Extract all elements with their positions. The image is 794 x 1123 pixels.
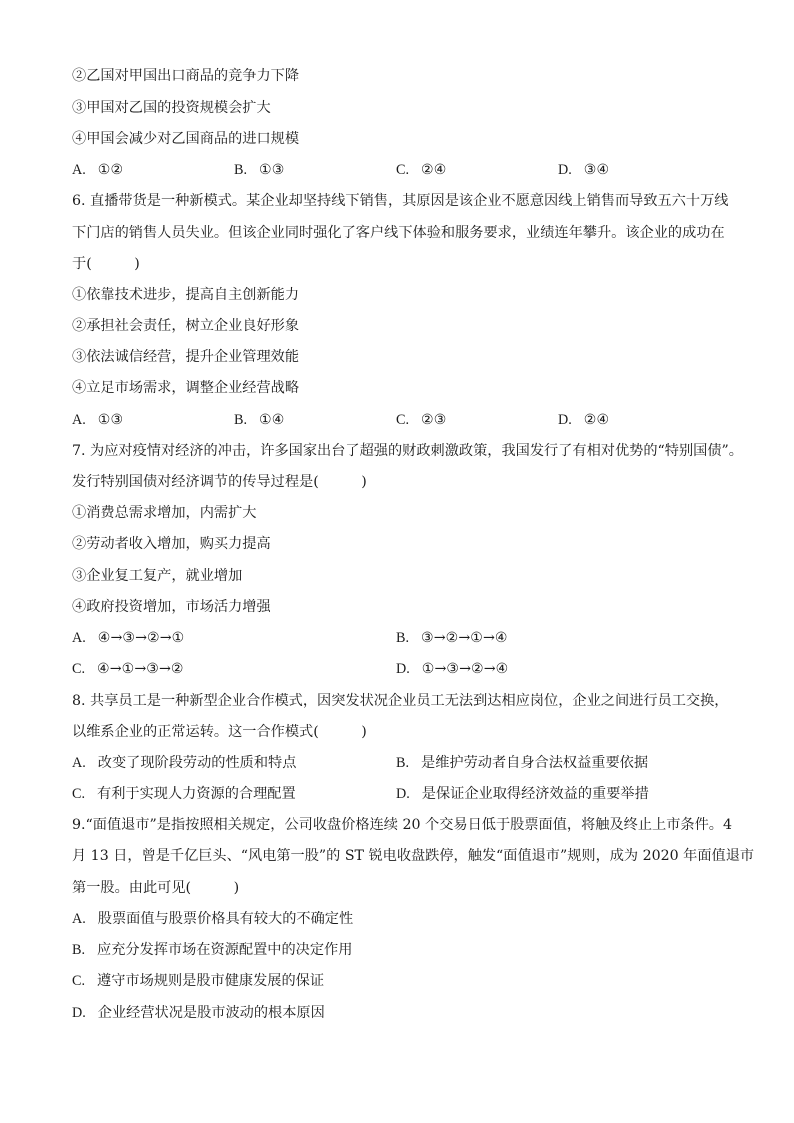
q6-option-c (396, 410, 446, 430)
q6-statement-2: ②承担社会责任，树立企业良好形象 (72, 318, 300, 334)
option-text: ③④ (583, 162, 610, 178)
option-text: ③→②→①→④ (421, 630, 508, 646)
option-text: ①③ (259, 162, 285, 178)
q9-option-d (72, 1003, 325, 1023)
option-text: ①④ (259, 412, 285, 428)
q6-statement-4: ④立足市场需求，调整企业经营战略 (72, 380, 300, 396)
option-label: C. (396, 412, 410, 428)
q5-option-d (558, 160, 609, 180)
option-text: ②④ (421, 162, 447, 178)
option-text: 应充分发挥市场在资源配置中的决定作用 (97, 942, 353, 958)
option-text: 有利于实现人力资源的合理配置 (97, 786, 296, 802)
q9-stem-line-1: 9.“面值退市”是指按照相关规定，公司收盘价格连续 20 个交易日低于股票面值，将触及终止上市条件。4 (72, 817, 733, 833)
option-label: C. (396, 162, 410, 178)
q9-option-a (72, 909, 353, 929)
q5-option-c (396, 160, 446, 180)
q6-stem-line-2: 下门店的销售人员失业。但该企业同时强化了客户线下体验和服务要求，业绩连年攀升。该企业的成功在 (72, 225, 725, 241)
option-label: B. (396, 630, 410, 646)
q6-option-b (234, 410, 284, 430)
q7-stem-line-1: 7. 为应对疫情对经济的冲击，许多国家出台了超强的财政刺激政策，我国发行了有相对优势的“特别国债”。 (72, 443, 743, 459)
q7-option-b (396, 628, 508, 648)
option-label: B. (396, 755, 410, 771)
q5-statement-3: ③甲国对乙国的投资规模会扩大 (72, 100, 271, 116)
q9-option-b (72, 940, 352, 960)
option-text: ①③ (97, 412, 124, 428)
option-text: 遵守市场规则是股市健康发展的保证 (97, 973, 325, 989)
option-text: ②④ (583, 412, 610, 428)
option-label: D. (396, 661, 410, 677)
q8-option-a (72, 753, 296, 773)
option-label: A. (72, 911, 86, 927)
option-label: B. (234, 412, 248, 428)
option-text: 是保证企业取得经济效益的重要举措 (421, 786, 649, 802)
q7-stem-line-2: 发行特别国债对经济调节的传导过程是( ) (72, 474, 367, 490)
q8-stem-line-2: 以维系企业的正常运转。这一合作模式( ) (72, 724, 367, 740)
option-label: D. (72, 1005, 86, 1021)
q6-stem-line-1: 6. 直播带货是一种新模式。某企业却坚持线下销售，其原因是该企业不愿意因线上销售而导致五六十万线 (72, 193, 729, 209)
q6-stem-line-3: 于( ) (72, 256, 140, 272)
option-text: ④→③→②→① (97, 630, 185, 646)
option-label: A. (72, 755, 86, 771)
q5-option-a (72, 160, 123, 180)
option-label: B. (72, 942, 86, 958)
q7-option-a (72, 628, 184, 648)
option-label: A. (72, 162, 86, 178)
q6-option-d (558, 410, 609, 430)
option-text: ④→①→③→② (97, 661, 184, 677)
option-text: 改变了现阶段劳动的性质和特点 (97, 755, 297, 771)
q9-stem-line-3: 第一股。由此可见( ) (72, 880, 240, 896)
q8-stem-line-1: 8. 共享员工是一种新型企业合作模式，因突发状况企业员工无法到达相应岗位，企业之间进行员工交换， (72, 693, 729, 709)
option-text: ①② (97, 162, 124, 178)
q8-option-d (396, 784, 649, 804)
option-label: D. (396, 786, 410, 802)
q6-statement-3: ③依法诚信经营，提升企业管理效能 (72, 349, 300, 365)
q7-option-c (72, 659, 184, 679)
option-text: 是维护劳动者自身合法权益重要依据 (421, 755, 649, 771)
option-text: 股票面值与股票价格具有较大的不确定性 (97, 911, 354, 927)
q8-option-c (72, 784, 296, 804)
q7-option-d (396, 659, 508, 679)
q5-statement-2: ②乙国对甲国出口商品的竞争力下降 (72, 68, 300, 84)
option-label: C. (72, 786, 86, 802)
option-label: A. (72, 412, 86, 428)
q8-option-b (396, 753, 648, 773)
option-label: C. (72, 661, 86, 677)
q7-statement-4: ④政府投资增加，市场活力增强 (72, 599, 271, 615)
q6-statement-1: ①依靠技术进步，提高自主创新能力 (72, 287, 300, 303)
option-label: A. (72, 630, 86, 646)
q5-option-b (234, 160, 284, 180)
option-text: ①→③→②→④ (421, 661, 509, 677)
option-text: ②③ (421, 412, 447, 428)
option-label: B. (234, 162, 248, 178)
option-label: D. (558, 412, 572, 428)
q7-statement-3: ③企业复工复产，就业增加 (72, 568, 243, 584)
q7-statement-1: ①消费总需求增加，内需扩大 (72, 505, 257, 521)
option-label: C. (72, 973, 86, 989)
option-text: 企业经营状况是股市波动的根本原因 (97, 1005, 325, 1021)
q9-option-c (72, 971, 324, 991)
q6-option-a (72, 410, 123, 430)
q5-statement-4: ④甲国会减少对乙国商品的进口规模 (72, 131, 300, 147)
q9-stem-line-2: 月 13 日，曾是千亿巨头、“风电第一股”的 ST 锐电收盘跌停，触发“面值退市”规则，成为 2020 年面值退市 (72, 848, 755, 864)
q7-statement-2: ②劳动者收入增加，购买力提高 (72, 536, 271, 552)
option-label: D. (558, 162, 572, 178)
